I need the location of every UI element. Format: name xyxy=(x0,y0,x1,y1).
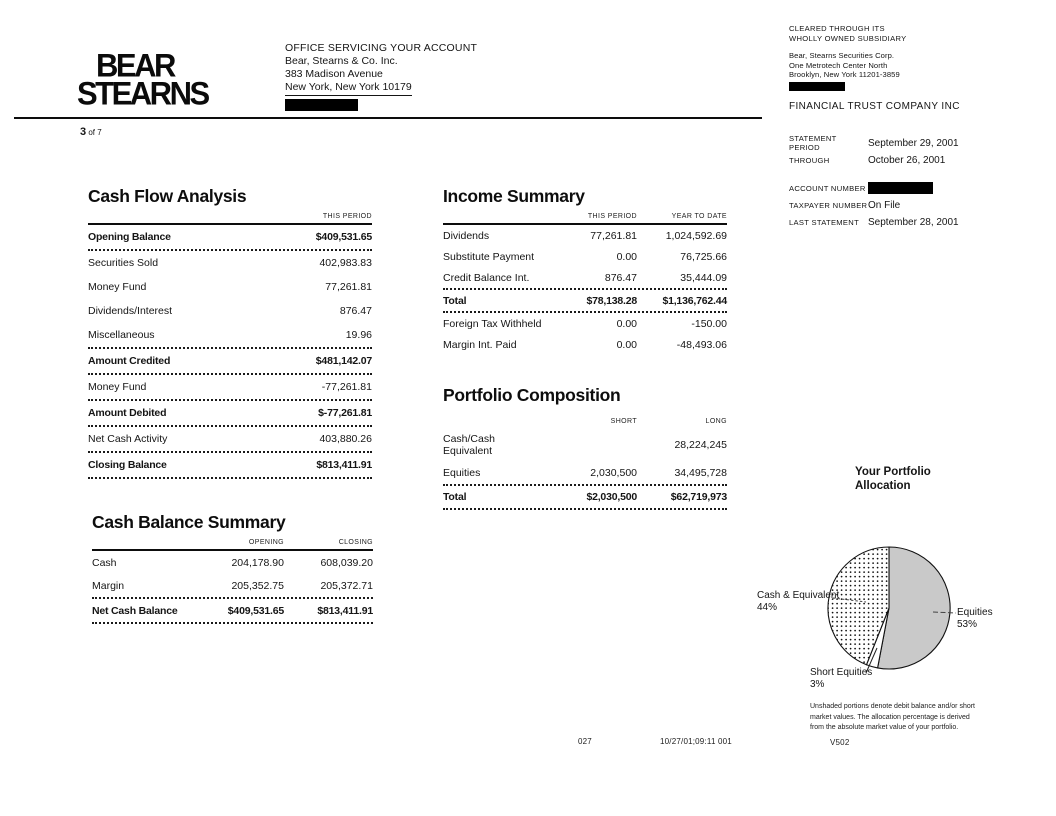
row-value-year-to-date: 76,725.66 xyxy=(680,250,727,263)
column-header: THIS PERIOD xyxy=(322,213,372,220)
table-row xyxy=(443,267,727,288)
portfolio-composition-section xyxy=(443,385,727,510)
table-row xyxy=(92,574,373,597)
pie-label-percent: 3% xyxy=(810,678,825,690)
table-row xyxy=(88,375,372,399)
row-label: Securities Sold xyxy=(88,257,159,269)
pie-label-short-equities xyxy=(810,667,872,690)
cash-balance-summary-section xyxy=(92,512,373,624)
row-value-year-to-date: -150.00 xyxy=(691,317,727,330)
row-value-closing: 608,039.20 xyxy=(320,556,373,569)
row-label: Money Fund xyxy=(88,281,147,293)
column-header: OPENING xyxy=(248,539,284,546)
row-value-year-to-date: -48,493.06 xyxy=(676,338,727,351)
row-label: Net Cash Activity xyxy=(88,433,168,445)
table-row xyxy=(443,225,727,246)
cash-flow-table-body xyxy=(88,225,372,479)
row-label: Foreign Tax Withheld xyxy=(443,317,542,330)
pie-label-percent: 53% xyxy=(957,618,978,630)
table-row xyxy=(443,288,727,313)
row-value-this-period: $78,138.28 xyxy=(586,294,637,307)
table-row xyxy=(92,597,373,624)
income-summary-table-body xyxy=(443,225,727,355)
bear-stearns-logo xyxy=(77,47,208,112)
table-row xyxy=(92,551,373,574)
row-label: Net Cash Balance xyxy=(92,604,178,617)
table-row xyxy=(443,334,727,355)
table-row xyxy=(88,299,372,323)
pie-label-equities xyxy=(957,607,993,630)
row-label: Dividends xyxy=(443,229,490,242)
redacted-bar xyxy=(285,99,358,111)
row-label: Cash/Cash Equivalent xyxy=(443,433,495,457)
row-label: Margin Int. Paid xyxy=(443,338,517,351)
pie-svg xyxy=(750,539,1056,691)
statement-period-label: STATEMENT PERIOD xyxy=(789,134,837,152)
column-header: THIS PERIOD xyxy=(587,213,637,220)
row-label: Opening Balance xyxy=(88,231,171,243)
pie-slices xyxy=(828,547,950,669)
office-street: 383 Madison Avenue xyxy=(285,68,383,80)
row-label: Equities xyxy=(443,467,481,479)
cash-balance-table-body xyxy=(92,551,373,624)
pie-label-name: Equities xyxy=(957,607,993,618)
row-value: $409,531.65 xyxy=(315,231,372,243)
row-label: Amount Credited xyxy=(88,355,171,367)
office-servicing-block xyxy=(285,42,477,111)
clearing-line1: CLEARED THROUGH ITS xyxy=(789,24,885,33)
office-heading: OFFICE SERVICING YOUR ACCOUNT xyxy=(285,42,478,54)
header-rule xyxy=(14,117,762,119)
pie-label-cash-equivalent xyxy=(757,590,839,613)
row-value-opening: 204,178.90 xyxy=(231,556,284,569)
table-row xyxy=(88,225,372,251)
pie-chart-footnote: Unshaded portions denote debit balance and/or short market values. The allocation percentage is derived from the absolute market value of your portfolio. xyxy=(810,703,976,731)
statement-period-row xyxy=(789,136,959,150)
row-value: $-77,261.81 xyxy=(318,407,372,419)
cash-flow-analysis-section xyxy=(88,186,372,479)
office-company: Bear, Stearns & Co. Inc. xyxy=(285,55,398,67)
cash-flow-column-headers xyxy=(88,207,372,225)
through-row xyxy=(789,153,945,167)
table-row xyxy=(88,275,372,299)
row-label: Total xyxy=(443,491,467,503)
clearing-city: Brooklyn, New York 11201-3859 xyxy=(789,70,900,80)
row-value-long: 28,224,245 xyxy=(674,439,727,451)
pie-label-percent: 44% xyxy=(757,601,778,613)
redacted-account-number xyxy=(868,182,933,194)
row-label: Miscellaneous xyxy=(88,329,155,341)
row-value-year-to-date: 1,024,592.69 xyxy=(665,229,727,242)
portfolio-composition-title: Portfolio Composition xyxy=(443,385,621,405)
row-label: Margin xyxy=(92,579,125,592)
last-statement-label: LAST STATEMENT xyxy=(789,217,860,227)
row-label: Dividends/Interest xyxy=(88,305,173,317)
table-row xyxy=(88,323,372,347)
cash-balance-summary-title: Cash Balance Summary xyxy=(92,512,286,532)
logo-line1: BEAR xyxy=(96,47,174,84)
footer-form-code: V502 xyxy=(830,738,850,747)
column-header: LONG xyxy=(705,418,727,425)
account-holder-name: FINANCIAL TRUST COMPANY INC xyxy=(789,101,960,112)
redacted-bar xyxy=(789,82,845,91)
row-value-long: 34,495,728 xyxy=(674,467,727,479)
row-value-year-to-date: $1,136,762.44 xyxy=(662,294,727,307)
table-row xyxy=(443,246,727,267)
column-header: SHORT xyxy=(610,418,637,425)
row-value: 77,261.81 xyxy=(325,281,372,293)
through-value: October 26, 2001 xyxy=(868,154,946,166)
pie-label-name: Short Equities xyxy=(810,667,873,678)
row-label: Substitute Payment xyxy=(443,250,535,263)
column-header: YEAR TO DATE xyxy=(671,213,727,220)
row-label: Closing Balance xyxy=(88,459,167,471)
row-value-this-period: 0.00 xyxy=(616,317,637,330)
last-statement-value: September 28, 2001 xyxy=(868,216,959,228)
row-value-short: 2,030,500 xyxy=(590,467,637,479)
row-value-this-period: 0.00 xyxy=(616,338,637,351)
row-value-this-period: 876.47 xyxy=(604,271,637,284)
portfolio-composition-table-body xyxy=(443,428,727,510)
page-number-current: 3 xyxy=(80,126,87,138)
row-value-this-period: 0.00 xyxy=(616,250,637,263)
office-city: New York, New York 10179 xyxy=(285,81,412,96)
page-number xyxy=(80,126,102,138)
income-summary-title: Income Summary xyxy=(443,186,585,206)
row-value: 403,880.26 xyxy=(319,433,372,445)
row-value-closing: 205,372.71 xyxy=(320,579,373,592)
portfolio-allocation-pie-chart xyxy=(750,539,1056,691)
taxpayer-number-row xyxy=(789,198,900,212)
row-value: 402,983.83 xyxy=(319,257,372,269)
clearing-street: One Metrotech Center North xyxy=(789,60,888,70)
row-value-long: $62,719,973 xyxy=(670,491,727,503)
row-label: Cash xyxy=(92,556,117,569)
row-value: -77,261.81 xyxy=(321,381,372,393)
account-number-label: ACCOUNT NUMBER xyxy=(789,183,866,193)
pie-label-name: Cash & Equivalent xyxy=(757,590,840,601)
row-value: 876.47 xyxy=(339,305,372,317)
row-label: Total xyxy=(443,294,467,307)
row-value: 19.96 xyxy=(345,329,372,341)
table-row xyxy=(88,251,372,275)
cash-balance-column-headers xyxy=(92,533,373,551)
footer-batch-number: 027 xyxy=(578,737,592,746)
statement-period-value: September 29, 2001 xyxy=(868,137,959,149)
table-row xyxy=(443,462,727,484)
table-row xyxy=(443,484,727,510)
account-number-row xyxy=(789,181,933,195)
taxpayer-number-value: On File xyxy=(868,199,901,211)
income-summary-section xyxy=(443,186,727,355)
table-row xyxy=(88,347,372,375)
clearing-line2: WHOLLY OWNED SUBSIDIARY xyxy=(789,33,907,43)
footer-timestamp: 10/27/01;09:11 001 xyxy=(660,737,732,746)
row-value-closing: $813,411.91 xyxy=(317,604,373,617)
row-label: Money Fund xyxy=(88,381,147,393)
row-label: Credit Balance Int. xyxy=(443,271,530,284)
table-row xyxy=(88,399,372,427)
row-value-opening: 205,352.75 xyxy=(231,579,284,592)
row-value: $481,142.07 xyxy=(315,355,372,367)
table-row xyxy=(88,427,372,451)
row-value-opening: $409,531.65 xyxy=(227,604,284,617)
clearing-company: Bear, Stearns Securities Corp. xyxy=(789,51,895,61)
table-row xyxy=(443,428,727,462)
cash-flow-title: Cash Flow Analysis xyxy=(88,186,247,206)
page-number-total: of 7 xyxy=(88,128,102,137)
last-statement-row xyxy=(789,215,959,229)
row-value-year-to-date: 35,444.09 xyxy=(680,271,727,284)
portfolio-composition-column-headers xyxy=(443,412,727,428)
clearing-block xyxy=(789,24,906,91)
through-label: THROUGH xyxy=(789,155,830,165)
taxpayer-number-label: TAXPAYER NUMBER xyxy=(789,200,868,210)
row-value-short: $2,030,500 xyxy=(586,491,637,503)
table-row xyxy=(443,313,727,334)
column-header: CLOSING xyxy=(338,539,373,546)
row-value: $813,411.91 xyxy=(316,459,372,471)
pie-chart-title: Your Portfolio Allocation xyxy=(855,466,931,492)
income-summary-column-headers xyxy=(443,207,727,225)
table-row xyxy=(88,451,372,479)
logo-line2: STEARNS xyxy=(77,75,208,112)
row-value-this-period: 77,261.81 xyxy=(590,229,637,242)
row-label: Amount Debited xyxy=(88,407,167,419)
